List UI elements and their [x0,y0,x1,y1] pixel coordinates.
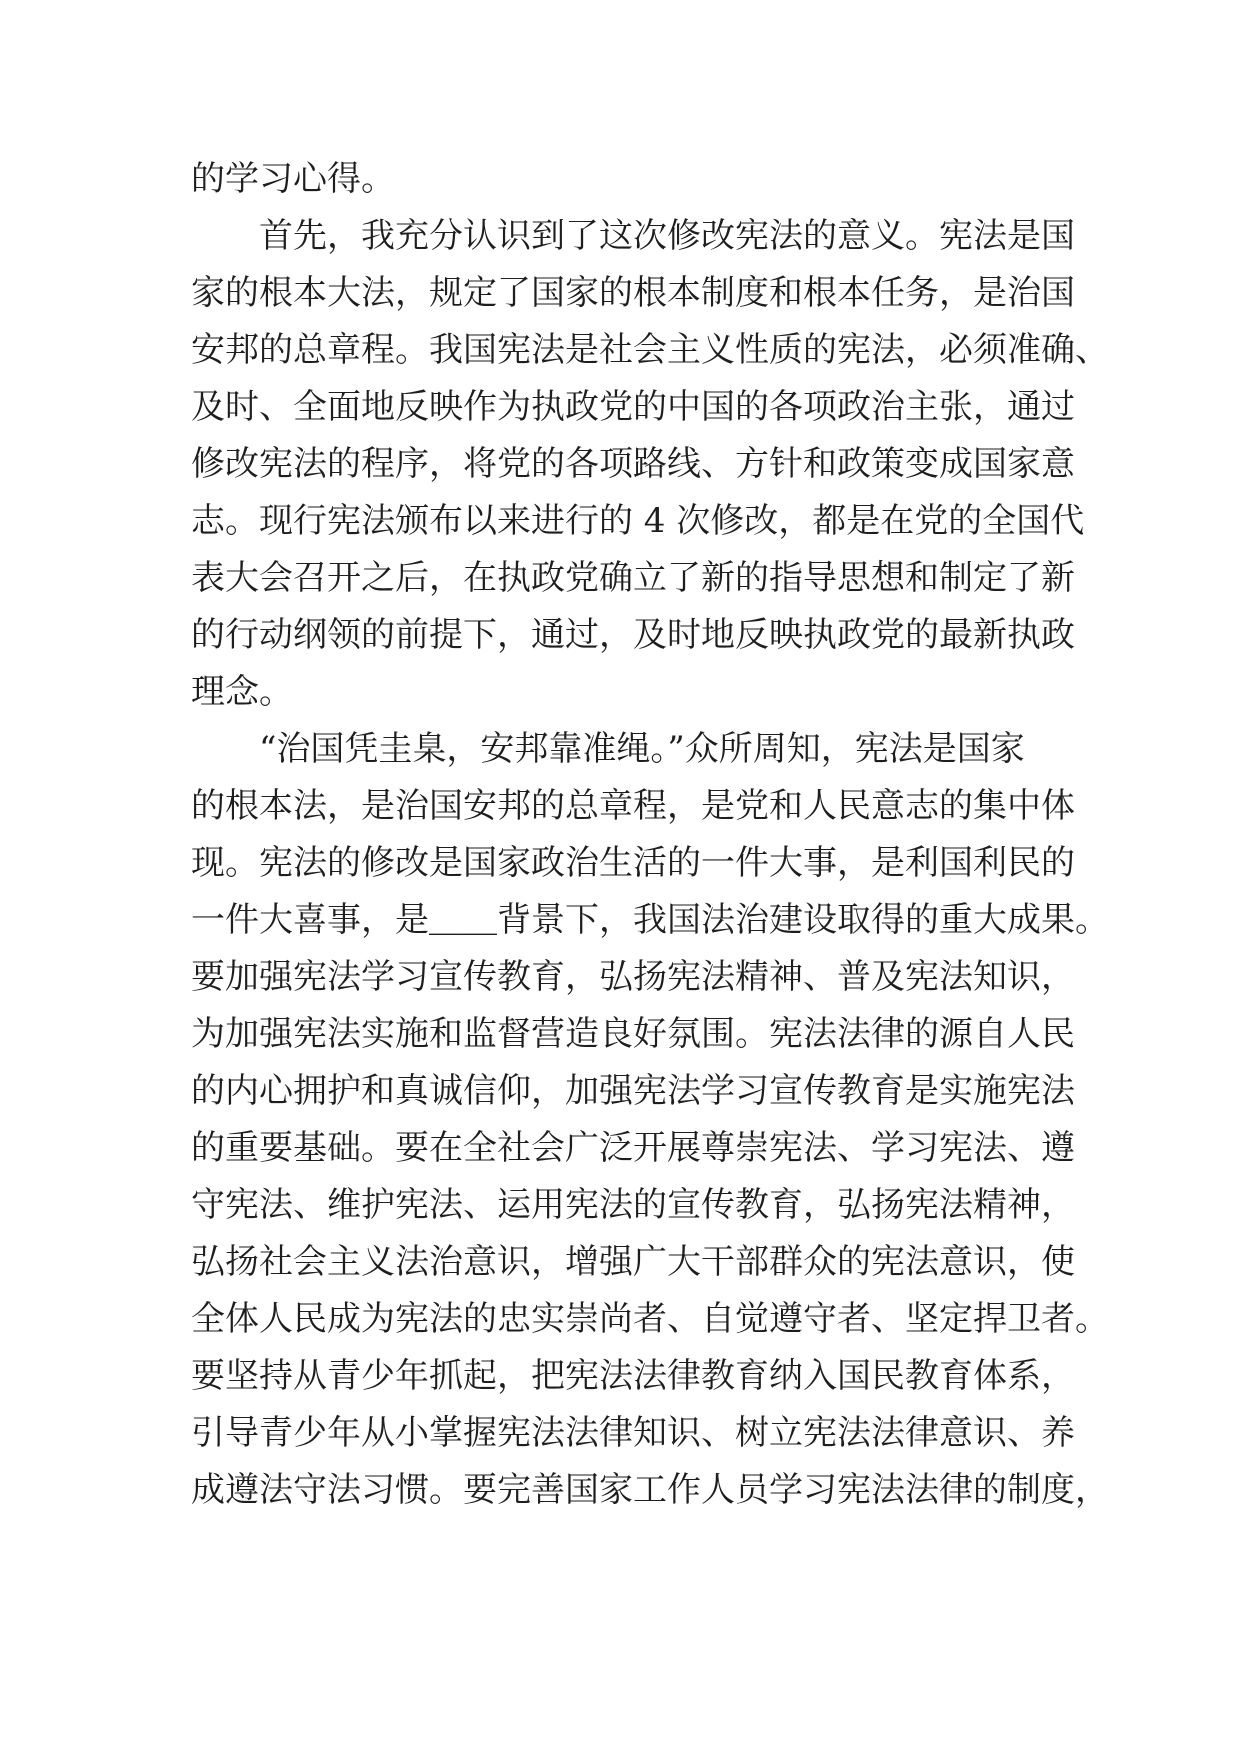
text-line: 要坚持从青少年抓起，把宪法法律教育纳入国民教育体系， [191,1356,1075,1396]
text-line: 安邦的总章程。我国宪法是社会主义性质的宪法，必须准确、 [191,330,1109,370]
text-line: 的根本法，是治国安邦的总章程，是党和人民意志的集中体 [191,786,1075,826]
text-line: 及时、全面地反映作为执政党的中国的各项政治主张，通过 [191,387,1075,427]
text-line: 的重要基础。要在全社会广泛开展尊崇宪法、学习宪法、遵 [191,1128,1075,1168]
text-line: 弘扬社会主义法治意识，增强广大干部群众的宪法意识，使 [191,1242,1075,1282]
text-line: 志。现行宪法颁布以来进行的 4 次修改，都是在党的全国代 [191,501,1085,541]
text-line: 成遵法守法习惯。要完善国家工作人员学习宪法法律的制度， [191,1470,1109,1510]
text-line: 的行动纲领的前提下，通过，及时地反映执政党的最新执政 [191,615,1075,655]
text-line: 理念。 [191,672,293,712]
text-line: 为加强宪法实施和监督营造良好氛围。宪法法律的源自人民 [191,1014,1075,1054]
text-line: 全体人民成为宪法的忠实崇尚者、自觉遵守者、坚定捍卫者。 [191,1299,1109,1339]
text-line: 的内心拥护和真诚信仰，加强宪法学习宣传教育是实施宪法 [191,1071,1075,1111]
text-line: 的学习心得。 [191,159,395,199]
text-line: 现。宪法的修改是国家政治生活的一件大事，是利国利民的 [191,843,1075,883]
text-line: 家的根本大法，规定了国家的根本制度和根本任务，是治国 [191,273,1075,313]
text-line: 引导青少年从小掌握宪法法律知识、树立宪法法律意识、养 [191,1413,1075,1453]
text-line: 修改宪法的程序，将党的各项路线、方针和政策变成国家意 [191,444,1075,484]
text-line: 守宪法、维护宪法、运用宪法的宣传教育，弘扬宪法精神， [191,1185,1075,1225]
text-line: “治国凭圭臬，安邦靠准绳。”众所周知，宪法是国家 [191,729,1025,769]
text-line: 一件大喜事，是＿＿背景下，我国法治建设取得的重大成果。 [191,900,1109,940]
document-body [191,151,1109,1519]
text-line: 要加强宪法学习宣传教育，弘扬宪法精神、普及宪法知识， [191,957,1075,997]
text-line: 首先，我充分认识到了这次修改宪法的意义。宪法是国 [191,216,1075,256]
text-line: 表大会召开之后，在执政党确立了新的指导思想和制定了新 [191,558,1075,598]
